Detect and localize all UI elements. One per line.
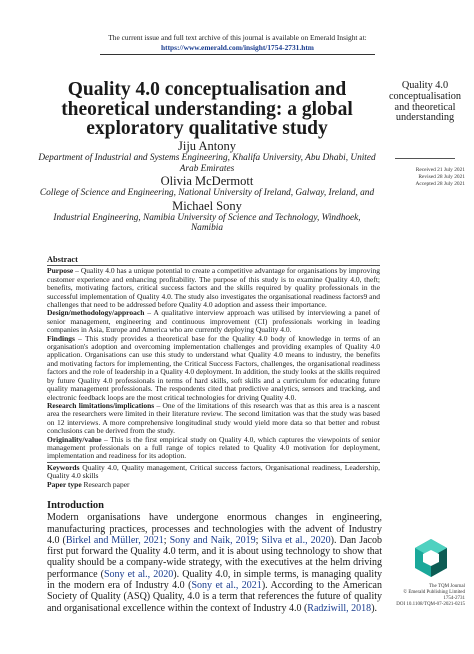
journal-copyright: © Emerald Publishing Limited [403, 589, 465, 595]
abstract [47, 256, 380, 489]
limitations-text: – One of the limitations of this research was that as this area is a nascent area the researchers were limited in their literature review. The second limitation was that the study was based on 12 interviews. A more comprehensive longitudinal study would yield more data so that better and robust conclusions can be derived from the study. [47, 400, 380, 436]
introduction-heading: Introduction [47, 500, 104, 511]
intro-text: ). [371, 602, 378, 614]
submission-dates [385, 167, 465, 188]
journal-issn: 1754-2731 [443, 595, 465, 601]
author-name-2: Olivia McDermott [160, 174, 254, 189]
intro-text: ; [163, 534, 170, 546]
abstract-purpose [47, 267, 380, 309]
journal-availability-notice [100, 33, 375, 55]
received-date: Received 21 July 2021 [415, 167, 465, 173]
keywords [47, 464, 380, 481]
running-head: Quality 4.0 conceptualisation and theoretical understanding [388, 80, 462, 124]
citation-link[interactable]: Radziwill, 2018 [307, 602, 372, 614]
abstract-originality [47, 436, 380, 461]
paper-type-label: Paper type [47, 479, 82, 489]
introduction-section [47, 500, 382, 614]
intro-text: Modern organisations have undergone enormous changes in engineering, manufacturing practices, processes and technologies with the advent of Industry 4.0 ( [47, 512, 382, 546]
intro-text: ; [255, 534, 262, 546]
accepted-date: Accepted 28 July 2021 [415, 181, 465, 187]
abstract-design [47, 309, 380, 334]
journal-logo-icon [414, 538, 448, 578]
design-text: – A qualitative interview approach was utilised by interviewing a panel of senior management, engineering and continuous improvement (CI) professionals working in leading companies in Asia, Europe and America who are currently deploying Quality 4.0. [47, 308, 380, 335]
introduction-paragraph [47, 512, 382, 614]
notice-text: The current issue and full text archive of this journal is available on Emerald Insight at: [108, 33, 367, 42]
originality-text: – This is the first empirical study on Quality 4.0, which captures the viewpoints of senior management professionals on a full range of topics related to Quality 4.0 motivation for deployment, implementation and readiness for its adoption. [47, 434, 380, 461]
journal-archive-link[interactable]: https://www.emerald.com/insight/1754-2731.htm [161, 42, 314, 52]
running-head-divider [395, 158, 455, 159]
findings-text: – This study provides a theoretical base for the Quality 4.0 body of knowledge in terms of an organisation's adoption and overcoming implementation challenges and providing examples of Quality 4.0 application. Organisations can use this study to understand what Quality 4.0 means to industry, the benefits and motivating factors for implementing, the Critical Success Factors, challenges, the organisational readiness factors and the role of leadership in a Quality 4.0 deployment. In addition, the study looks at the skills required by future Quality 4.0 professionals in terms of hard skills, soft skills and a curriculum for educating future quality management professionals. The respondents cited that predictive analytics, sensors and tracking, and electronic feedback loops are the most critical technologies for driving Quality 4.0. [47, 333, 380, 402]
citation-link[interactable]: Sony and Naik, 2019 [169, 534, 256, 546]
paper-type-text: Research paper [81, 479, 130, 489]
purpose-label: Purpose [47, 266, 74, 276]
findings-label: Findings [47, 333, 75, 343]
author-affiliation-3: Industrial Engineering, Namibia University of Science and Technology, Windhoek, Namibia [53, 212, 361, 234]
design-label: Design/methodology/approach [47, 308, 145, 318]
intro-text: ). According to the American Society of Quality (ASQ) Quality, 4.0 is a term that references the future of quality and organisational excellence within the context of Industry 4.0 ( [47, 580, 382, 614]
revised-date: Revised 28 July 2021 [418, 174, 465, 180]
citation-link[interactable]: Sony et al., 2020 [103, 568, 174, 580]
paper-title: Quality 4.0 conceptualisation and theoretical understanding: a global exploratory qualitative study [61, 79, 353, 139]
keywords-text: Quality 4.0, Quality management, Critical success factors, Organisational readiness, Leadership, Quality 4.0 skills [47, 462, 380, 481]
limitations-label: Research limitations/implications [47, 400, 155, 410]
citation-link[interactable]: Birkel and Müller, 2021 [65, 534, 164, 546]
intro-text: ). Dan Jacob first put forward the Quality 4.0 term, and it is about using technology to show that quality should be a company-wide strategy, with the executives at the helm driving performance ( [47, 534, 382, 580]
abstract-limitations [47, 402, 380, 436]
purpose-text: – Quality 4.0 has a unique potential to create a competitive advantage for organisations by improving customer experience and enhancing profitability. The purpose of this study is to examine Quality 4.0, theft; benefits, motivating factors, critical success factors and the skills required by quality professionals in the successful implementation of Quality 4.0. The study also investigates the organisational readiness factors9 and challenges that need to be addressed before Quality 4.0 adoption and assess their importance. [47, 266, 380, 310]
intro-text: ). Quality 4.0, in simple terms, is managing quality in the modern era of Industry 4.0 ( [47, 568, 382, 592]
originality-label: Originality/value [47, 434, 102, 444]
abstract-heading: Abstract [47, 255, 78, 264]
keywords-label: Keywords [47, 462, 80, 472]
author-name-1: Jiju Antony [178, 139, 236, 153]
citation-link[interactable]: Silva et al., 2020 [261, 534, 331, 546]
citation-link[interactable]: Sony et al., 2021 [191, 580, 262, 592]
journal-doi: DOI 10.1108/TQM-07-2021-0215 [396, 601, 465, 607]
author-block [37, 140, 377, 235]
author-affiliation-1: Department of Industrial and Systems Engineering, Khalifa University, Abu Dhabi, United Arab Emirates [38, 153, 376, 174]
journal-name: The TQM Journal [428, 584, 465, 589]
abstract-findings [47, 335, 380, 402]
author-affiliation-2: College of Science and Engineering, National University of Ireland, Galway, Ireland, and [39, 188, 375, 199]
journal-info [385, 584, 465, 608]
author-name-3: Michael Sony [172, 198, 242, 213]
paper-type [47, 481, 380, 489]
